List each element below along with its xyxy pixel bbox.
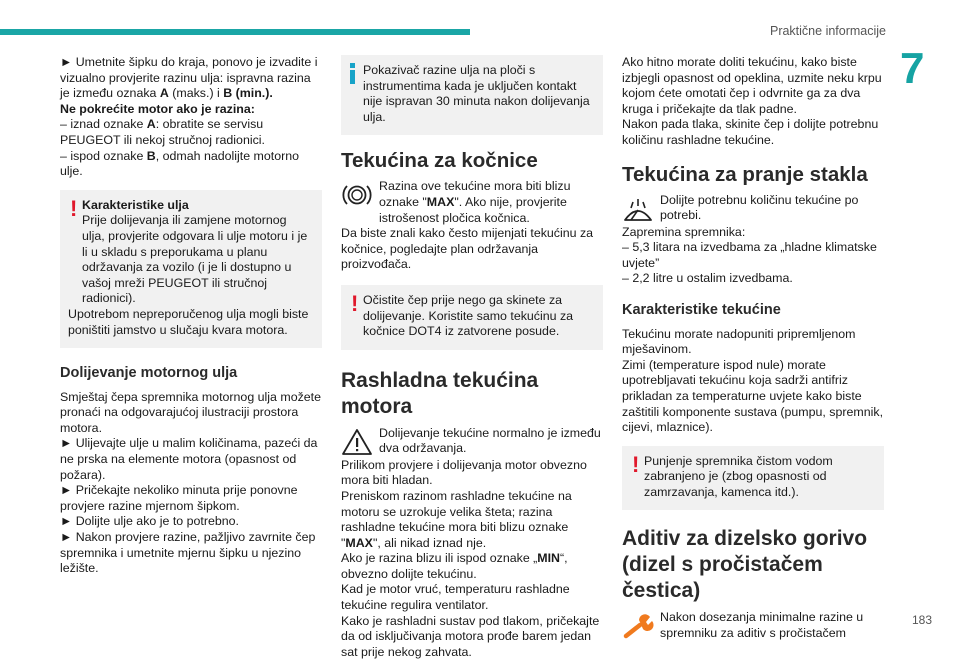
section-title: Praktične informacije (769, 24, 886, 38)
paragraph: Zimi (temperature ispod nule) morate upotrebljavati tekućinu koja sadrži antifriz prikladan za temperaturne uvjete kako biste zaštitili komponente sustava (pumpu, spremnik, cijevi, mlaznice). (622, 357, 884, 435)
paragraph: Ako hitno morate doliti tekućinu, kako biste izbjegli opasnost od opeklina, uzmite neku krpu kojom ćete omotati čep i odvrnite ga za dva kruga i pričekajte da tlak padne. (622, 55, 882, 116)
paragraph: – 2,2 litre u ostalim izvedbama. (622, 271, 793, 286)
subheading: Dolijevanje motornog ulja (60, 365, 238, 382)
paragraph: ► Umetnite šipku do kraja, ponovo je izvadite i vizualno provjerite razinu ulja: ispravna razina je između oznaka A (maks.) i B (min.). (60, 55, 318, 101)
paragraph-bold: Ne pokrećite motor ako je razina: (60, 101, 255, 116)
paragraph: Dolijevanje tekućine normalno je između dva održavanja. (379, 425, 601, 456)
paragraph: ► Dolijte ulje ako je to potrebno. (60, 514, 239, 529)
info-text: Pokazivač razine ulja na ploči s instrumentima kada je uključen kontakt nije ispravan 30 minuta nakon dolijevanja ulja. (363, 63, 590, 124)
section-heading: Rashladna tekućina motora (341, 368, 539, 418)
warning-text: Očistite čep prije nego ga skinete za dolijevanje. Koristite samo tekućinu za kočnice DOT4 iz zatvorene posude. (363, 292, 574, 339)
paragraph: ► Pričekajte nekoliko minuta prije ponovne provjere razine mjernom šipkom. (60, 483, 298, 513)
caution-triangle-icon (341, 427, 373, 457)
windscreen-washer-icon (622, 194, 654, 224)
paragraph: Prilikom provjere i dolijevanja motor obvezno mora biti hladan. (341, 457, 587, 488)
paragraph: – iznad oznake A: obratite se servisu PEUGEOT ili nekoj stručnoj radionici. (60, 117, 265, 147)
warning-box (341, 285, 603, 350)
paragraph: ► Nakon provjere razine, pažljivo zavrnite čep spremnika i umetnite mjernu šipku u njezino ležište. (60, 530, 316, 576)
brake-fluid-row (341, 179, 603, 226)
warning-box (622, 446, 884, 511)
paragraph: Da biste znali kako često mijenjati tekućinu za kočnice, pogledajte plan održavanja proizvođača. (341, 226, 594, 272)
column-2 (341, 55, 603, 660)
warning-title: Karakteristike ulja (82, 197, 189, 212)
section-heading: Tekućina za kočnice (341, 149, 538, 173)
section-heading: Aditiv za dizelsko gorivo (dizel s pročistačem čestica) (622, 527, 868, 603)
paragraph: Nakon dosezanja minimalne razine u spremniku za aditiv s pročistačem (660, 610, 864, 641)
paragraph: ► Ulijevajte ulje u malim količinama, pazeći da ne prska na elemente motora (opasnost od požara). (60, 436, 318, 482)
paragraph: Tekućinu morate nadopuniti pripremljenom mješavinom. (622, 326, 856, 357)
paragraph: Nakon pada tlaka, skinite čep i dolijte potrebnu količinu rashladne tekućine. (622, 117, 879, 147)
warning-text: Upotrebom nepreporučenog ulja mogli biste poništiti jamstvo u slučaju kvara motora. (68, 306, 309, 337)
column-3 (622, 55, 884, 642)
info-box (341, 55, 603, 135)
chapter-number: 7 (900, 44, 925, 93)
warning-box (60, 190, 322, 348)
brake-warning-icon (341, 180, 373, 210)
warning-text: Punjenje spremnika čistom vodom zabranjeno je (zbog opasnosti od zamrzavanja, kamenca itd.). (644, 453, 833, 499)
paragraph: Preniskom razinom rashladne tekućine na motoru se uzrokuje velika šteta; razina rashladne tekućine mora biti blizu oznake "MAX", ali nikad iznad nje. (341, 488, 572, 550)
warning-exclamation-icon: ! (632, 451, 640, 477)
paragraph: Kad je motor vruć, temperaturu rashladne tekućine regulira ventilator. (341, 582, 570, 613)
warning-text: Prije dolijevanja ili zamjene motornog ulja, provjerite odgovara li ulje motoru i je li u skladu s preporukama u planu održavanja za vozilo (i je li dostupno u vašoj mreži PEUGEOT ili stručnoj radionici). (82, 213, 308, 306)
coolant-row (341, 426, 603, 458)
warning-exclamation-icon: ! (351, 290, 359, 316)
paragraph: Zapremina spremnika: (622, 224, 746, 239)
section-heading: Tekućina za pranje stakla (622, 162, 868, 186)
paragraph: Smještaj čepa spremnika motornog ulja možete pronaći na odgovarajućoj ilustraciji prostora motora. (60, 389, 322, 435)
paragraph: Ako je razina blizu ili ispod oznake „MIN“, obvezno dolijte tekućinu. (341, 551, 568, 581)
paragraph: – 5,3 litara na izvedbama za „hladne klimatske uvjete” (622, 240, 877, 270)
wrench-icon (622, 611, 654, 641)
subheading: Karakteristike tekućine (622, 301, 781, 318)
paragraph: Razina ove tekućine mora biti blizu oznake "MAX". Ako nije, provjerite istrošenost pločica kočnica. (379, 179, 571, 225)
page-number: 183 (911, 613, 932, 627)
header-accent-bar (0, 29, 470, 35)
additive-row (622, 610, 884, 642)
paragraph: Dolijte potrebnu količinu tekućine po potrebi. (660, 192, 859, 223)
washer-fluid-row (622, 193, 884, 225)
paragraph: Kako je rashladni sustav pod tlakom, pričekajte da od isključivanja motora prođe barem jedan sat prije nekog zahvata. (341, 613, 600, 659)
paragraph: – ispod oznake B, odmah nadolijte motorno ulje. (60, 148, 300, 179)
info-icon (349, 63, 357, 85)
column-1 (60, 55, 322, 577)
warning-exclamation-icon: ! (70, 195, 78, 221)
